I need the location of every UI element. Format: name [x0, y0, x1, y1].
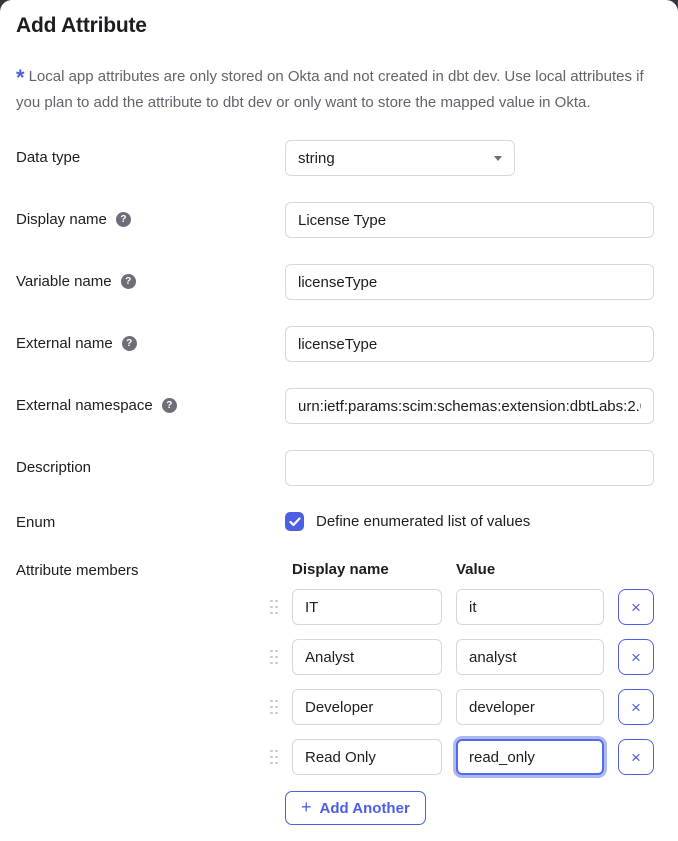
add-another-button[interactable] [285, 791, 426, 825]
enum-checkbox[interactable] [285, 512, 304, 531]
drag-handle-icon[interactable] [270, 750, 292, 765]
chevron-down-icon [494, 156, 502, 161]
help-icon[interactable]: ? [162, 398, 177, 413]
remove-member-button[interactable] [618, 639, 654, 675]
note-text: Local app attributes are only stored on Okta and not created in dbt dev. Use local attributes if you plan to add the attribute to dbt dev or only want to store the mapped value in Okta. [16, 68, 644, 111]
external-name-row [16, 326, 654, 362]
description-input[interactable] [285, 450, 654, 486]
variable-name-input[interactable] [285, 264, 654, 300]
member-row [270, 739, 654, 775]
attribute-members-row [16, 561, 654, 825]
help-icon[interactable]: ? [121, 274, 136, 289]
member-column-headers [292, 561, 654, 578]
variable-name-row [16, 264, 654, 300]
external-namespace-input[interactable] [285, 388, 654, 424]
member-row [270, 689, 654, 725]
variable-name-label: Variable name ? [16, 264, 285, 290]
close-icon: × [631, 747, 641, 767]
member-row [270, 589, 654, 625]
member-value-input[interactable] [456, 689, 604, 725]
remove-member-button[interactable] [618, 689, 654, 725]
help-icon[interactable]: ? [122, 336, 137, 351]
attribute-form [16, 140, 654, 825]
description-row [16, 450, 654, 486]
close-icon: × [631, 647, 641, 667]
plus-icon: + [301, 796, 312, 817]
member-row [270, 639, 654, 675]
external-name-label: External name ? [16, 326, 285, 352]
local-attribute-note [16, 64, 654, 116]
column-header-display-name: Display name [292, 561, 389, 578]
page-title: Add Attribute [16, 14, 147, 37]
drag-handle-icon[interactable] [270, 700, 292, 715]
drag-handle-icon[interactable] [270, 650, 292, 665]
attribute-members-label: Attribute members [16, 562, 139, 579]
member-value-input-focused[interactable] [456, 739, 604, 775]
enum-row [16, 512, 654, 531]
display-name-label: Display name ? [16, 202, 285, 228]
data-type-label: Data type [16, 149, 81, 166]
description-label: Description [16, 459, 92, 476]
member-display-name-input[interactable] [292, 689, 442, 725]
enum-label: Enum [16, 514, 56, 531]
member-display-name-input[interactable] [292, 639, 442, 675]
enum-checkbox-label: Define enumerated list of values [316, 513, 531, 530]
member-display-name-input[interactable] [292, 739, 442, 775]
display-name-row [16, 202, 654, 238]
external-namespace-row [16, 388, 654, 424]
checkmark-icon [289, 517, 301, 527]
external-name-input[interactable] [285, 326, 654, 362]
column-header-value: Value [456, 561, 496, 578]
data-type-select[interactable] [285, 140, 515, 176]
data-type-row [16, 140, 654, 176]
asterisk-icon: * [16, 65, 25, 90]
remove-member-button[interactable] [618, 739, 654, 775]
member-display-name-input[interactable] [292, 589, 442, 625]
add-another-label: Add Another [319, 799, 410, 817]
close-icon: × [631, 597, 641, 617]
display-name-input[interactable] [285, 202, 654, 238]
remove-member-button[interactable] [618, 589, 654, 625]
drag-handle-icon[interactable] [270, 600, 292, 615]
help-icon[interactable]: ? [116, 212, 131, 227]
data-type-selected-value: string [298, 149, 335, 167]
external-namespace-label: External namespace ? [16, 388, 285, 414]
member-value-input[interactable] [456, 589, 604, 625]
close-icon: × [631, 697, 641, 717]
member-value-input[interactable] [456, 639, 604, 675]
